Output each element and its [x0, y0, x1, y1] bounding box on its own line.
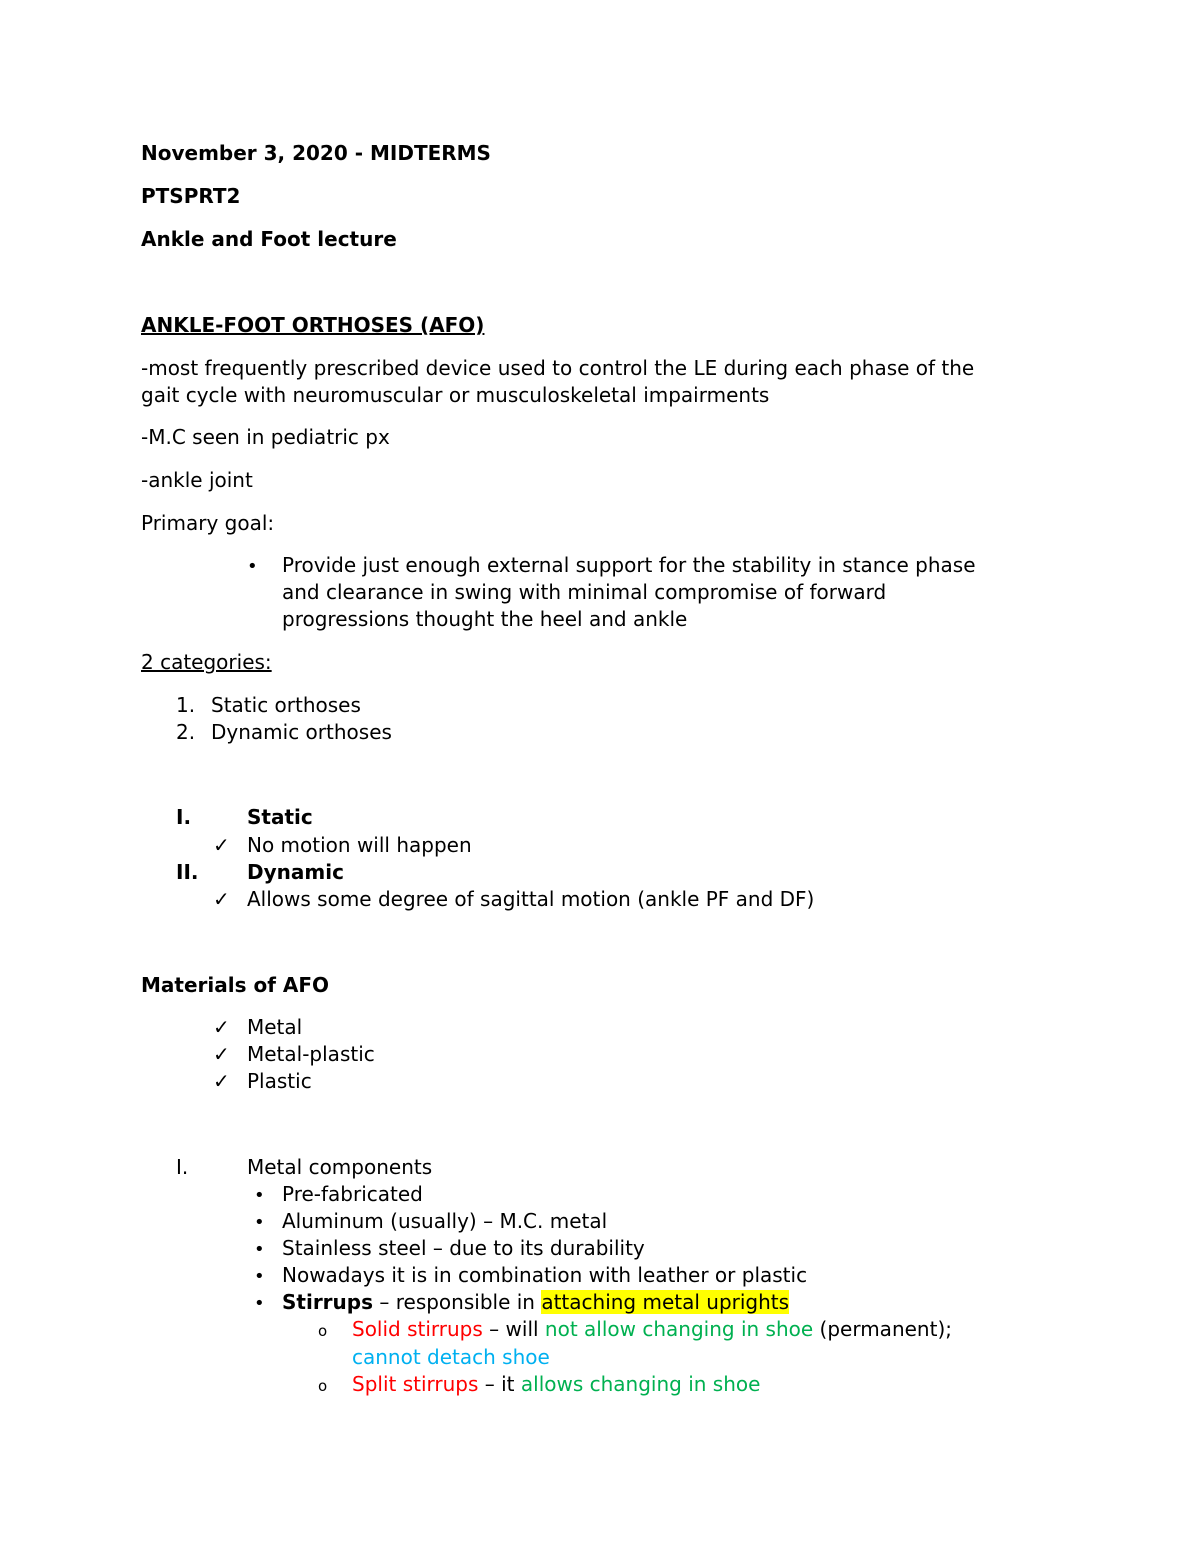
material-item: Metal-plastic: [247, 1042, 375, 1066]
split-stirrups-sep: – it: [478, 1372, 521, 1396]
bullet-icon: •: [247, 556, 258, 577]
solid-stirrups-sep: – will: [482, 1317, 545, 1341]
materials-heading: Materials of AFO: [141, 973, 330, 997]
stirrups-line: [282, 1290, 789, 1314]
metal-numeral: I.: [176, 1155, 189, 1179]
category-item: Dynamic orthoses: [211, 720, 392, 744]
bullet-icon: •: [254, 1293, 265, 1314]
material-item: Plastic: [247, 1069, 312, 1093]
afo-desc-line-1: -most frequently prescribed device used to control the LE during each phase of the: [141, 356, 975, 380]
type-desc-dynamic: Allows some degree of sagittal motion (ankle PF and DF): [247, 887, 815, 911]
afo-note-joint: -ankle joint: [141, 468, 253, 492]
afo-heading: ANKLE-FOOT ORTHOSES (AFO): [141, 313, 485, 337]
primary-goal-label: Primary goal:: [141, 511, 275, 535]
solid-stirrups-line: [352, 1317, 952, 1341]
goal-line-3: progressions thought the heel and ankle: [282, 607, 688, 631]
afo-note-mc: -M.C seen in pediatric px: [141, 425, 390, 449]
check-icon: ✓: [213, 1015, 230, 1039]
stirrups-label: Stirrups: [282, 1290, 374, 1314]
sub-bullet-icon: o: [318, 1377, 328, 1395]
solid-stirrups-green: not allow changing in shoe: [544, 1317, 814, 1341]
date-heading: November 3, 2020 - MIDTERMS: [141, 141, 491, 165]
metal-bullet: Nowadays it is in combination with leather or plastic: [282, 1263, 808, 1287]
type-title-static: Static: [247, 805, 313, 829]
type-numeral: I.: [176, 805, 192, 829]
metal-bullet: Stainless steel – due to its durability: [282, 1236, 645, 1260]
check-icon: ✓: [213, 833, 230, 857]
category-item: Static orthoses: [211, 693, 361, 717]
afo-desc-line-2: gait cycle with neuromuscular or musculoskeletal impairments: [141, 383, 770, 407]
sub-bullet-icon: o: [318, 1322, 328, 1340]
check-icon: ✓: [213, 1042, 230, 1066]
check-icon: ✓: [213, 1069, 230, 1093]
split-stirrups-line: [352, 1372, 760, 1396]
metal-title: Metal components: [247, 1155, 433, 1179]
solid-stirrups-blue: cannot detach shoe: [352, 1345, 550, 1369]
goal-line-1: Provide just enough external support for the stability in stance phase: [282, 553, 976, 577]
material-item: Metal: [247, 1015, 303, 1039]
lecture-title: Ankle and Foot lecture: [141, 227, 397, 251]
metal-bullet: Aluminum (usually) – M.C. metal: [282, 1209, 608, 1233]
stirrups-highlight: attaching metal uprights: [541, 1290, 790, 1314]
type-numeral: II.: [176, 860, 199, 884]
metal-bullet: Pre-fabricated: [282, 1182, 423, 1206]
check-icon: ✓: [213, 887, 230, 911]
bullet-icon: •: [254, 1239, 265, 1260]
course-code: PTSPRT2: [141, 184, 241, 208]
bullet-icon: •: [254, 1185, 265, 1206]
type-desc-static: No motion will happen: [247, 833, 472, 857]
bullet-icon: •: [254, 1212, 265, 1233]
categories-heading: 2 categories:: [141, 650, 272, 674]
solid-stirrups-name: Solid stirrups: [352, 1317, 483, 1341]
bullet-icon: •: [254, 1266, 265, 1287]
solid-stirrups-tail: (permanent);: [813, 1317, 952, 1341]
goal-line-2: and clearance in swing with minimal compromise of forward: [282, 580, 887, 604]
category-number: 1.: [176, 693, 196, 717]
stirrups-mid: – responsible in: [373, 1290, 542, 1314]
type-title-dynamic: Dynamic: [247, 860, 344, 884]
split-stirrups-name: Split stirrups: [352, 1372, 479, 1396]
split-stirrups-green: allows changing in shoe: [520, 1372, 761, 1396]
category-number: 2.: [176, 720, 196, 744]
